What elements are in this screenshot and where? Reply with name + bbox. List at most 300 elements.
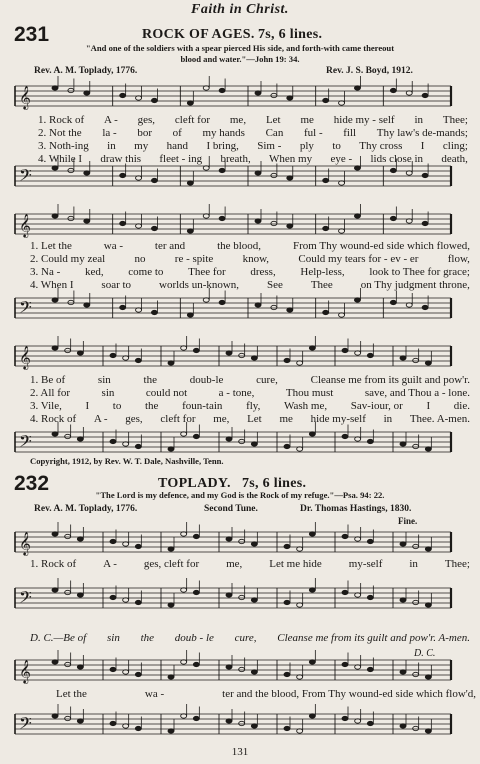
note-head	[413, 726, 419, 730]
lyric-line	[56, 688, 476, 701]
hymn-number: 231	[14, 23, 50, 46]
note-head	[287, 308, 293, 312]
lyric-syllable: 1. Be of	[30, 374, 66, 386]
lyric-syllable: D. C.—Be of	[30, 632, 87, 644]
bass-staff	[15, 292, 451, 332]
lyric-syllable: From Thy wound-ed side which flowed,	[292, 240, 470, 252]
note-head	[120, 173, 126, 177]
note-head	[110, 539, 116, 543]
lyric-syllable: ter and the blood, From Thy wound-ed side which flow'd,	[222, 688, 476, 700]
treble-clef-icon: 𝄞	[19, 345, 31, 369]
note-head	[425, 729, 431, 733]
note-head	[297, 361, 303, 365]
note-head	[367, 595, 373, 599]
lyric-syllable: I	[85, 400, 90, 412]
note-head	[367, 353, 373, 357]
scripture-quote: "The Lord is my defence, and my God is the Rock of my refuge."—Psa. 94: 22.	[95, 490, 385, 500]
note-head	[342, 434, 348, 438]
lyric-syllable: foun-tain	[182, 400, 223, 412]
note-head	[425, 447, 431, 451]
lyric-syllable: Help-less,	[300, 266, 345, 278]
lyric-syllable: me,	[226, 558, 243, 570]
note-head	[120, 93, 126, 97]
lyric-syllable: 3. Noth-ing	[38, 140, 89, 152]
note-head	[287, 96, 293, 100]
note-head	[84, 219, 90, 223]
hymn-title: TOPLADY.	[158, 476, 231, 491]
note-head	[65, 716, 71, 720]
note-head	[400, 356, 406, 360]
note-head	[355, 665, 361, 669]
lyric-syllable: cure,	[234, 632, 257, 644]
lyric-syllable: doub - le	[174, 632, 214, 644]
note-head	[181, 532, 187, 536]
note-head	[284, 544, 290, 548]
lyric-syllable: in	[383, 413, 393, 425]
note-head	[339, 229, 345, 233]
note-head	[84, 91, 90, 95]
da-capo-line	[30, 632, 470, 645]
lyric-syllable: the	[143, 374, 157, 386]
lyric-syllable: fleet - ing	[159, 153, 203, 165]
lyric-syllable: me	[300, 114, 314, 126]
lyric-syllable: doub-le	[189, 374, 224, 386]
note-head	[193, 590, 199, 594]
lyric-syllable: bor	[137, 127, 153, 139]
lyric-syllable: Wash me,	[283, 400, 328, 412]
lyric-syllable: la -	[102, 127, 117, 139]
lyric-syllable: sin	[101, 387, 115, 399]
note-head	[68, 88, 74, 92]
note-head	[271, 93, 277, 97]
note-head	[425, 547, 431, 551]
note-head	[52, 86, 58, 90]
note-head	[400, 724, 406, 728]
note-head	[255, 91, 261, 95]
lyric-syllable: breath,	[220, 153, 251, 165]
lyric-syllable: to	[112, 400, 122, 412]
copyright-notice: Copyright, 1912, by Rev. W. T. Dale, Nashville, Tenn.	[30, 456, 224, 466]
note-head	[123, 598, 129, 602]
lyric-syllable: I bring,	[206, 140, 239, 152]
note-head	[251, 670, 257, 674]
note-head	[323, 178, 329, 182]
lyric-line	[38, 127, 468, 140]
lyric-syllable: Thy law's de-mands;	[376, 127, 468, 139]
lyric-syllable: in	[409, 558, 418, 570]
note-head	[52, 660, 58, 664]
note-head	[65, 534, 71, 538]
lyric-line	[30, 387, 470, 400]
lyric-syllable: Thee. A-men.	[409, 413, 470, 425]
lyric-syllable: know,	[242, 253, 270, 265]
note-head	[406, 303, 412, 307]
lyric-syllable: death,	[441, 153, 468, 165]
note-head	[354, 166, 360, 170]
page-number: 131	[231, 746, 249, 758]
note-head	[425, 603, 431, 607]
note-head	[77, 437, 83, 441]
note-head	[297, 447, 303, 451]
note-head	[239, 539, 245, 543]
lyric-syllable: on Thy judgment throne,	[360, 279, 470, 291]
bass-clef-icon: 𝄢	[19, 431, 32, 455]
music-attribution: Rev. J. S. Boyd, 1912.	[326, 66, 413, 76]
lyric-syllable: ful -	[303, 127, 323, 139]
lyric-syllable: Thee	[310, 279, 333, 291]
note-head	[400, 442, 406, 446]
note-head	[342, 590, 348, 594]
note-head	[251, 542, 257, 546]
lyric-syllable: in	[414, 114, 423, 126]
lyric-syllable: lids close in	[370, 153, 424, 165]
note-head	[406, 171, 412, 175]
note-head	[52, 432, 58, 436]
lyric-syllable: save, and Thou a - lone.	[364, 387, 470, 399]
note-head	[422, 173, 428, 177]
note-head	[406, 219, 412, 223]
lyric-syllable: Let	[265, 114, 281, 126]
words-attribution: Rev. A. M. Toplady, 1776.	[34, 504, 138, 514]
lyric-syllable: ply	[299, 140, 314, 152]
note-head	[203, 166, 209, 170]
bass-staff	[15, 582, 451, 616]
lyric-syllable: I	[426, 400, 431, 412]
note-head	[193, 716, 199, 720]
note-head	[342, 534, 348, 538]
note-head	[193, 348, 199, 352]
lyric-syllable: to	[332, 140, 341, 152]
fine-marking: Fine.	[398, 516, 418, 526]
note-head	[339, 101, 345, 105]
lyric-syllable: wa -	[144, 688, 165, 700]
note-head	[219, 168, 225, 172]
lyric-syllable: 3. Vile,	[30, 400, 62, 412]
note-head	[251, 442, 257, 446]
lyric-line	[30, 400, 470, 413]
lyric-syllable: worlds un-known,	[159, 279, 240, 291]
lyric-syllable: fly,	[246, 400, 261, 412]
note-head	[413, 544, 419, 548]
treble-clef-icon: 𝄞	[19, 85, 31, 109]
note-head	[400, 598, 406, 602]
note-head	[297, 729, 303, 733]
note-head	[65, 590, 71, 594]
note-head	[355, 593, 361, 597]
note-head	[422, 93, 428, 97]
note-head	[68, 168, 74, 172]
lyric-line	[30, 240, 470, 253]
lyric-line	[38, 140, 468, 153]
note-head	[422, 221, 428, 225]
note-head	[355, 537, 361, 541]
lyric-line	[30, 279, 470, 292]
note-head	[110, 667, 116, 671]
lyric-syllable: When my	[269, 153, 313, 165]
lyric-syllable: sin	[97, 374, 111, 386]
note-head	[355, 437, 361, 441]
lyric-syllable: ter and	[154, 240, 186, 252]
bass-clef-icon: 𝄢	[19, 587, 32, 611]
lyric-syllable: Cleanse me from its guilt and pow'r. A-men.	[277, 632, 470, 644]
note-head	[309, 660, 315, 664]
note-head	[323, 98, 329, 102]
bass-clef-icon: 𝄢	[19, 297, 32, 321]
note-head	[251, 724, 257, 728]
note-head	[226, 437, 232, 441]
note-head	[284, 444, 290, 448]
bass-clef-icon: 𝄢	[19, 165, 32, 189]
note-head	[406, 91, 412, 95]
note-head	[193, 662, 199, 666]
note-head	[110, 353, 116, 357]
lyric-line	[30, 374, 470, 387]
lyric-syllable: eye -	[330, 153, 353, 165]
note-head	[187, 181, 193, 185]
lyric-syllable: flow,	[447, 253, 470, 265]
lyric-syllable: cleft for	[174, 114, 211, 126]
note-head	[425, 675, 431, 679]
note-head	[135, 358, 141, 362]
note-head	[255, 219, 261, 223]
note-head	[168, 729, 174, 733]
lyric-syllable: my	[134, 140, 149, 152]
lyric-syllable: A -	[93, 413, 108, 425]
note-head	[309, 432, 315, 436]
treble-clef-icon: 𝄞	[19, 531, 31, 555]
lyric-syllable: 1. Rock of	[38, 114, 85, 126]
note-head	[187, 229, 193, 233]
note-head	[136, 176, 142, 180]
da-capo-mark: D. C.	[414, 648, 436, 659]
note-head	[309, 588, 315, 592]
lyric-syllable: Could my tears for - ev - er	[298, 253, 419, 265]
note-head	[355, 719, 361, 723]
lyric-syllable: 2. Could my zeal	[30, 253, 106, 265]
note-head	[123, 442, 129, 446]
note-head	[367, 667, 373, 671]
lyric-syllable: A -	[104, 114, 118, 126]
lyric-syllable: Sim -	[257, 140, 282, 152]
note-head	[52, 214, 58, 218]
note-head	[120, 305, 126, 309]
treble-clef-icon: 𝄞	[19, 659, 31, 683]
lyric-syllable: my hands	[202, 127, 245, 139]
note-head	[226, 537, 232, 541]
lyric-syllable: in	[107, 140, 116, 152]
note-head	[136, 96, 142, 100]
note-head	[323, 310, 329, 314]
lyric-syllable: the blood,	[217, 240, 262, 252]
lyric-syllable: re - spite	[174, 253, 214, 265]
note-head	[110, 721, 116, 725]
lyrics-block	[30, 374, 470, 426]
note-head	[339, 313, 345, 317]
lyric-syllable: Thee;	[442, 114, 468, 126]
note-head	[413, 672, 419, 676]
lyric-syllable: 1. Rock of	[30, 558, 77, 570]
bass-clef-icon: 𝄢	[19, 713, 32, 737]
note-head	[168, 361, 174, 365]
note-head	[400, 670, 406, 674]
note-head	[219, 300, 225, 304]
note-head	[390, 300, 396, 304]
lyrics-block	[56, 688, 476, 701]
lyric-syllable: Let	[247, 413, 262, 425]
note-head	[251, 598, 257, 602]
note-head	[309, 714, 315, 718]
note-head	[168, 675, 174, 679]
note-head	[203, 214, 209, 218]
lyric-syllable: draw this	[100, 153, 142, 165]
note-head	[181, 714, 187, 718]
note-head	[135, 444, 141, 448]
note-head	[354, 86, 360, 90]
lyric-syllable: Thou must	[285, 387, 334, 399]
lyric-syllable: ges,	[137, 114, 156, 126]
note-head	[284, 358, 290, 362]
note-head	[271, 173, 277, 177]
note-head	[65, 662, 71, 666]
lyric-syllable: A -	[103, 558, 117, 570]
note-head	[297, 675, 303, 679]
note-head	[226, 593, 232, 597]
page-header: Faith in Christ.	[191, 2, 289, 17]
note-head	[226, 351, 232, 355]
note-head	[68, 300, 74, 304]
note-head	[123, 670, 129, 674]
note-head	[123, 724, 129, 728]
note-head	[77, 665, 83, 669]
note-head	[219, 216, 225, 220]
note-head	[284, 672, 290, 676]
note-head	[390, 88, 396, 92]
lyric-syllable: 2. All for	[30, 387, 71, 399]
lyric-syllable: hide my-self	[310, 413, 366, 425]
note-head	[77, 537, 83, 541]
note-head	[135, 672, 141, 676]
note-head	[77, 351, 83, 355]
lyric-syllable: of	[172, 127, 182, 139]
note-head	[84, 303, 90, 307]
note-head	[309, 532, 315, 536]
note-head	[181, 588, 187, 592]
lyric-syllable: look to Thee for grace;	[369, 266, 470, 278]
note-head	[203, 86, 209, 90]
note-head	[342, 348, 348, 352]
lyric-syllable: cling;	[442, 140, 468, 152]
note-head	[226, 665, 232, 669]
lyric-line	[30, 253, 470, 266]
note-head	[181, 432, 187, 436]
note-head	[123, 356, 129, 360]
note-head	[136, 224, 142, 228]
note-head	[297, 547, 303, 551]
note-head	[354, 214, 360, 218]
note-head	[168, 547, 174, 551]
lyric-syllable: come to	[128, 266, 164, 278]
lyric-syllable: Sav-iour, or	[350, 400, 403, 412]
lyric-syllable: hide my - self	[333, 114, 395, 126]
note-head	[355, 351, 361, 355]
note-head	[367, 539, 373, 543]
lyric-syllable: me	[279, 413, 293, 425]
lyric-syllable: no	[134, 253, 146, 265]
note-head	[255, 171, 261, 175]
note-head	[239, 667, 245, 671]
lyric-syllable: my-self	[348, 558, 383, 570]
note-head	[413, 358, 419, 362]
hymn-meter: 7s, 6 lines.	[242, 476, 307, 491]
lyric-syllable: cure,	[256, 374, 278, 386]
note-head	[203, 298, 209, 302]
note-head	[151, 310, 157, 314]
note-head	[287, 224, 293, 228]
lyric-syllable: sin	[106, 632, 120, 644]
lyric-syllable: could not	[145, 387, 188, 399]
note-head	[219, 88, 225, 92]
hymn-title: ROCK OF AGES.	[142, 27, 255, 42]
note-head	[239, 353, 245, 357]
lyric-syllable: ges, cleft for	[143, 558, 200, 570]
lyric-syllable: Cleanse me from its guilt and pow'r.	[310, 374, 470, 386]
lyric-syllable: 4. While I	[38, 153, 83, 165]
note-head	[287, 176, 293, 180]
note-head	[135, 726, 141, 730]
note-head	[284, 726, 290, 730]
lyric-syllable: Thee for	[188, 266, 226, 278]
note-head	[239, 595, 245, 599]
note-head	[52, 346, 58, 350]
note-head	[187, 101, 193, 105]
lyric-syllable: fill	[343, 127, 357, 139]
note-head	[193, 534, 199, 538]
note-head	[193, 434, 199, 438]
lyric-syllable: Can	[265, 127, 284, 139]
note-head	[52, 588, 58, 592]
note-head	[255, 303, 261, 307]
note-head	[342, 716, 348, 720]
lyric-syllable: me,	[213, 413, 230, 425]
note-head	[65, 434, 71, 438]
lyric-syllable: 3. Na -	[30, 266, 61, 278]
lyric-syllable: 2. Not the	[38, 127, 82, 139]
lyric-syllable: a - tone,	[218, 387, 255, 399]
bass-staff	[15, 160, 451, 200]
note-head	[120, 221, 126, 225]
note-head	[151, 178, 157, 182]
note-head	[422, 305, 428, 309]
scripture-quote: "And one of the soldiers with a spear pierced His side, and forth-with came thereout blood and water."—John 19: 34.	[85, 43, 395, 64]
lyric-line	[30, 413, 470, 426]
lyrics-block	[38, 114, 468, 166]
note-head	[323, 226, 329, 230]
note-head	[151, 226, 157, 230]
lyric-syllable: Thee;	[444, 558, 470, 570]
note-head	[135, 600, 141, 604]
note-head	[135, 544, 141, 548]
note-head	[309, 346, 315, 350]
note-head	[251, 356, 257, 360]
note-head	[342, 662, 348, 666]
note-head	[271, 305, 277, 309]
note-head	[181, 660, 187, 664]
note-head	[110, 439, 116, 443]
note-head	[271, 221, 277, 225]
bass-staff	[15, 708, 451, 736]
lyric-syllable: die.	[453, 400, 470, 412]
note-head	[110, 595, 116, 599]
